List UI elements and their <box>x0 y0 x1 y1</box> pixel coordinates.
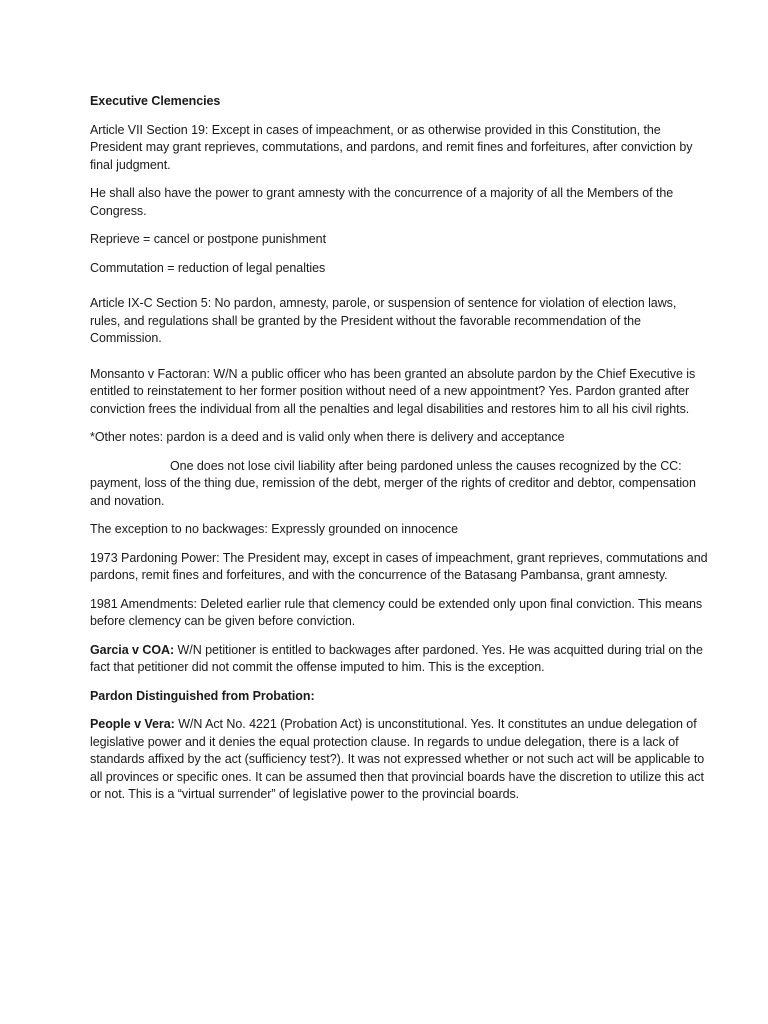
paragraph-body: The President may, except in cases of impeachment, grant reprieves, commutations and pardons, remit fines and forfeitures, and with the concurrence of the Batasang Pambansa, grant amnesty. <box>90 550 708 582</box>
paragraph-heading: 1973 Pardoning Power: <box>90 550 220 565</box>
case-body: W/N Act No. 4221 (Probation Act) is unconstitutional. Yes. It constitutes an undue delegation of legislative power and it denies the equal protection clause. In regards to undue delegation, there is a lack of standards affixed by the act (sufficiency test?). It was not expressed whether or not such act will be applicable to all provinces or specific ones. It can be assumed then that provincial boards have the discretion to utilize this act or not. This is a “virtual surrender” of legislative power to the provincial boards. <box>90 717 705 801</box>
paragraph-amnesty: He shall also have the power to grant amnesty with the concurrence of a majority of all the Members of the Congress. <box>90 186 674 218</box>
case-body: W/N petitioner is entitled to backwages after pardoned. Yes. He was acquitted during trial on the fact that petitioner did not commit the offense imputed to him. This is the exception. <box>90 642 703 674</box>
document-title: Executive Clemencies <box>90 94 221 108</box>
paragraph-heading: 1981 Amendments: <box>90 596 197 611</box>
paragraph-monsanto-v-factoran <box>90 366 708 419</box>
paragraph-backwages-exception: The exception to no backwages: Expressly grounded on innocence <box>90 522 458 536</box>
paragraph-heading: Article IX-C Section 5: <box>90 296 212 310</box>
paragraph-body: No pardon, amnesty, parole, or suspension of sentence for violation of election laws, rules, and regulations shall be granted by the President without the favorable recommendation of the Commission. <box>90 296 677 345</box>
paragraph-art7-sec19 <box>90 122 708 175</box>
paragraph-art9c-sec5 <box>90 295 708 348</box>
definition-commutation: Commutation = reduction of legal penalties <box>90 260 326 275</box>
paragraph-other-notes: *Other notes: pardon is a deed and is valid only when there is delivery and acceptance <box>90 430 565 444</box>
paragraph-1981-amendments <box>90 596 708 631</box>
paragraph-body: Except in cases of impeachment, or as otherwise provided in this Constitution, the President may grant reprieves, commutations, and pardons, and remit fines and forfeitures, after conviction by final judgment. <box>90 122 693 172</box>
section-heading-pardon-vs-probation: Pardon Distinguished from Probation: <box>90 688 315 703</box>
definition-reprieve: Reprieve = cancel or postpone punishment <box>90 232 326 246</box>
case-heading: People v Vera: <box>90 717 175 731</box>
case-heading: Garcia v COA: <box>90 642 175 657</box>
paragraph-garcia-v-coa <box>90 642 708 677</box>
paragraph-people-v-vera <box>90 716 708 804</box>
paragraph-heading: Article VII Section 19: <box>90 122 209 137</box>
case-body: W/N a public officer who has been granted an absolute pardon by the Chief Executive is entitled to reinstatement to her former position without need of a new appointment? Yes. Pardon granted after conviction frees the individual from all the penalties and legal disabilities and restores him to all his civil rights. <box>90 366 696 416</box>
case-heading: Monsanto v Factoran: <box>90 366 210 381</box>
paragraph-1973-pardoning-power <box>90 550 708 585</box>
paragraph-civil-liability: One does not lose civil liability after being pardoned unless the causes recognized by the CC: payment, loss of the thing due, remission of the debt, merger of the rights of creditor and debtor, compensation and novation. <box>90 458 696 508</box>
paragraph-body: Deleted earlier rule that clemency could be extended only upon final conviction. This means before clemency can be given before conviction. <box>90 596 703 628</box>
